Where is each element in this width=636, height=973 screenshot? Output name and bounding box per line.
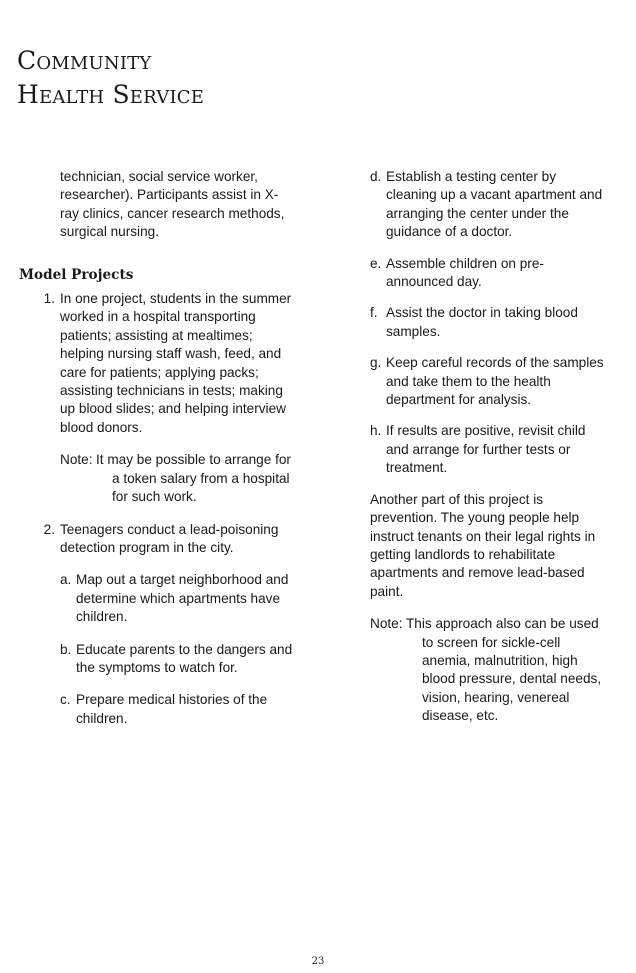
- numbered-item-1: [19, 290, 294, 437]
- list-item: [370, 255, 610, 292]
- item-marker: b.: [60, 641, 72, 657]
- title-line-2: Health Service: [17, 80, 205, 109]
- item-marker: e.: [370, 255, 382, 271]
- item-marker: f.: [370, 305, 378, 321]
- item-marker: g.: [370, 355, 382, 371]
- item-text: Assist the doctor in taking blood samples.: [386, 305, 578, 339]
- list-item: [370, 422, 610, 477]
- item-marker: a.: [60, 572, 72, 588]
- list-item: [370, 304, 610, 341]
- note-2: [370, 615, 610, 725]
- item-marker: 1.: [43, 291, 55, 307]
- continuation-paragraph: technician, social service worker, researcher). Participants assist in X-ray clinics, cancer research methods, surgical nursing.: [60, 169, 285, 240]
- list-item: [60, 571, 294, 626]
- item-text: Keep careful records of the samples and take them to the health department for analysis.: [386, 355, 604, 408]
- item-text: Prepare medical histories of the children.: [76, 692, 268, 726]
- item-marker: 2.: [43, 521, 55, 537]
- section-heading: Model Projects: [19, 266, 134, 283]
- item-marker: c.: [60, 692, 71, 708]
- item-text: Educate parents to the dangers and the symptoms to watch for.: [76, 641, 293, 675]
- item-text: In one project, students in the summer worked in a hospital transporting patients; assisting at mealtimes; helping nursing staff wash, feed, and care for patients; applying packs; assisting technicians in tests; making up blood slides; and helping interview blood donors.: [60, 291, 292, 435]
- item-text: Map out a target neighborhood and determine which apartments have children.: [76, 572, 289, 625]
- title-line-1: Community: [17, 46, 152, 75]
- item-text: Teenagers conduct a lead-poisoning detection program in the city.: [60, 521, 279, 555]
- list-item: [370, 168, 610, 242]
- note-1: [60, 451, 294, 506]
- list-item: [60, 641, 294, 678]
- item-marker: d.: [370, 169, 382, 184]
- note-text: It may be possible to arrange for a token salary from a hospital for such work.: [96, 452, 291, 505]
- note-label: Note:: [370, 616, 403, 632]
- item-text: Assemble children on pre-announced day.: [386, 255, 544, 290]
- sub-list-left: [60, 571, 294, 728]
- numbered-item-2: [19, 521, 294, 558]
- right-column: [370, 168, 610, 740]
- left-column: [19, 168, 294, 742]
- body-paragraph: Another part of this project is prevention. The young people help instruct tenants on their legal rights in getting landlords to rehabilitate apartments and remove lead-based paint.: [370, 491, 596, 599]
- list-item: [60, 691, 294, 728]
- item-marker: h.: [370, 423, 382, 439]
- note-label: Note:: [60, 452, 93, 468]
- list-item: [370, 354, 610, 409]
- page-title: [17, 44, 204, 112]
- page-number: 23: [311, 956, 325, 967]
- item-text: If results are positive, revisit child and arrange for further tests or treatment.: [386, 423, 586, 476]
- note-text: This approach also can be used to screen for sickle-cell anemia, malnutrition, high blood pressure, dental needs, vision, hearing, venereal disease, etc.: [406, 616, 602, 724]
- item-text: Establish a testing center by cleaning up a vacant apartment and arranging the center under the guidance of a doctor.: [386, 169, 603, 240]
